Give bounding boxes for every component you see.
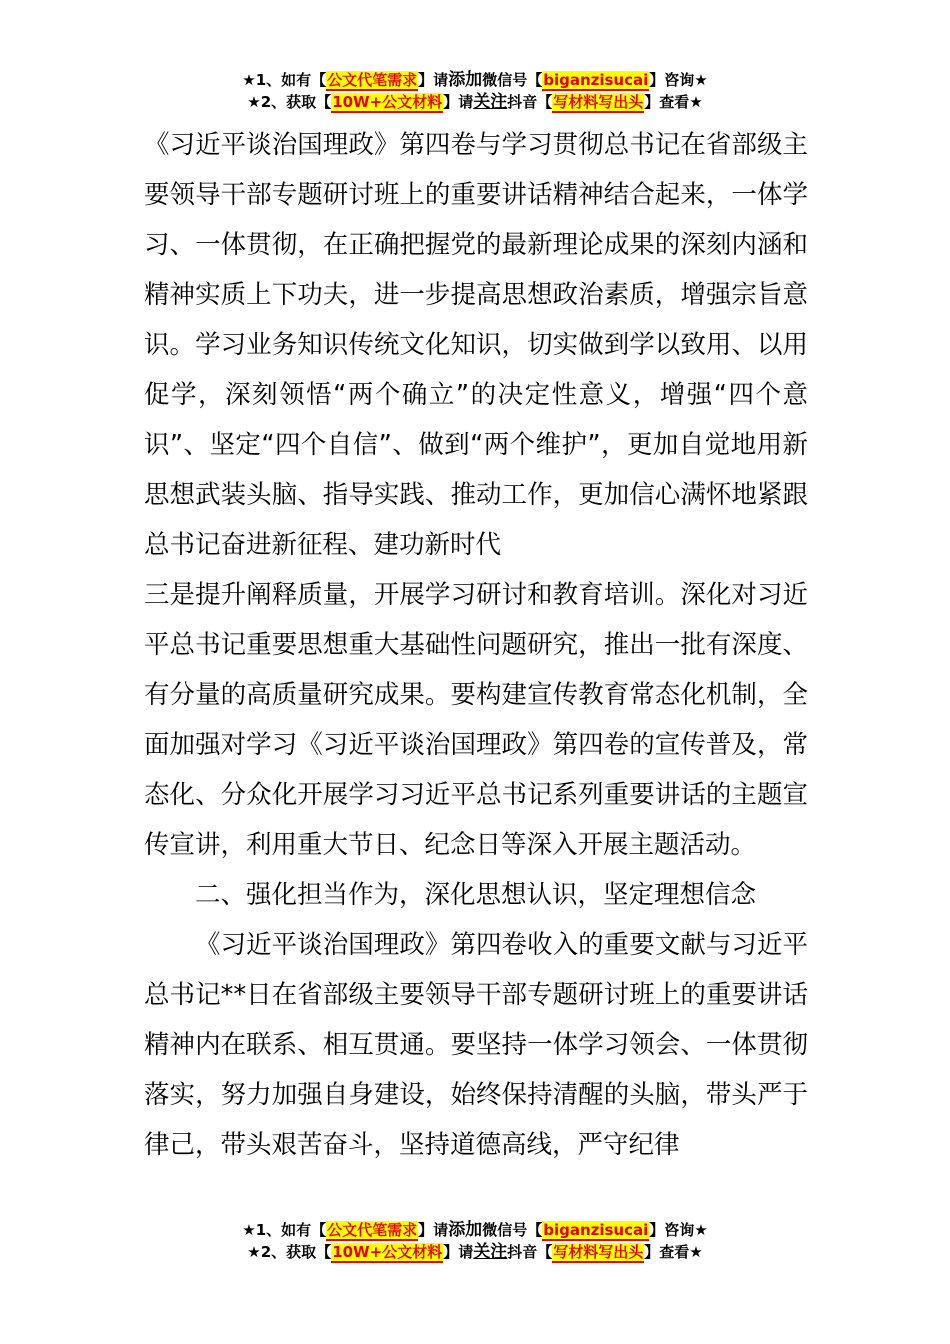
banner-text: ★1、如有【 <box>242 71 327 89</box>
banner-line-1 <box>0 1219 950 1241</box>
banner-text: 抖音【 <box>507 93 553 111</box>
footer-banner <box>0 1219 950 1263</box>
paragraph-3: 《习近平谈治国理政》第四卷收入的重要文献与习近平总书记**日在省部级主要领导干部专题研讨班上的重要讲话精神内在联系、相互贯通。要坚持一体学习领会、一体贯彻落实，努力加强自身建设，始终保持清醒的头脑，带头严于律己，带头艰苦奋斗，坚持道德高线，严守纪律 <box>144 930 808 1160</box>
banner-line-2 <box>0 1241 950 1263</box>
banner-douyin-id: 写材料写出头 <box>553 1243 644 1261</box>
banner-text: 】请 <box>418 1221 449 1239</box>
banner-highlight: 10W+公文材料 <box>332 93 443 111</box>
banner-line-1 <box>0 69 950 91</box>
banner-text: 】查看★ <box>644 1243 703 1261</box>
document-body <box>144 120 808 1170</box>
banner-text: 微信号【 <box>482 71 543 89</box>
banner-text: ★2、获取【 <box>247 93 332 111</box>
paragraph-2: 三是提升阐释质量，开展学习研讨和教育培训。深化对习近平总书记重要思想重大基础性问题研究，推出一批有深度、有分量的高质量研究成果。要构建宣传教育常态化机制，全面加强对学习《习近平谈治国理政》第四卷的宣传普及，常态化、分众化开展学习习近平总书记系列重要讲话的主题宣传宣讲，利用重大节日、纪念日等深入开展主题活动。 <box>144 580 808 860</box>
banner-highlight: 10W+公文材料 <box>332 1243 443 1261</box>
banner-text: ★1、如有【 <box>242 1221 327 1239</box>
banner-text: 】咨询★ <box>649 1221 708 1239</box>
header-banner <box>0 69 950 113</box>
banner-text: 】请 <box>418 71 449 89</box>
banner-douyin-id: 写材料写出头 <box>553 93 644 111</box>
banner-emphasis: 添加 <box>448 70 483 90</box>
banner-emphasis: 关注 <box>473 92 508 112</box>
banner-text: 微信号【 <box>482 1221 543 1239</box>
banner-text: 抖音【 <box>507 1243 553 1261</box>
banner-highlight: 公文代笔需求 <box>327 1221 418 1239</box>
banner-text: 】请 <box>443 1243 474 1261</box>
banner-text: 】请 <box>443 93 474 111</box>
banner-line-2 <box>0 91 950 113</box>
banner-wechat-id: biganzisucai <box>543 71 649 89</box>
paragraph-1: 《习近平谈治国理政》第四卷与学习贯彻总书记在省部级主要领导干部专题研讨班上的重要讲话精神结合起来，一体学习、一体贯彻，在正确把握党的最新理论成果的深刻内涵和精神实质上下功夫，进一步提高思想政治素质，增强宗旨意识。学习业务知识传统文化知识，切实做到学以致用、以用促学，深刻领悟“两个确立”的决定性意义，增强“四个意识”、坚定“四个自信”、做到“两个维护”，更加自觉地用新思想武装头脑、指导实践、推动工作，更加信心满怀地紧跟总书记奋进新征程、建功新时代 <box>144 130 808 560</box>
banner-wechat-id: biganzisucai <box>543 1221 649 1239</box>
banner-emphasis: 添加 <box>448 1220 483 1240</box>
banner-emphasis: 关注 <box>473 1242 508 1262</box>
section-heading: 二、强化担当作为，深化思想认识，坚定理想信念 <box>195 880 757 910</box>
banner-text: ★2、获取【 <box>247 1243 332 1261</box>
banner-text: 】咨询★ <box>649 71 708 89</box>
banner-highlight: 公文代笔需求 <box>327 71 418 89</box>
banner-text: 】查看★ <box>644 93 703 111</box>
